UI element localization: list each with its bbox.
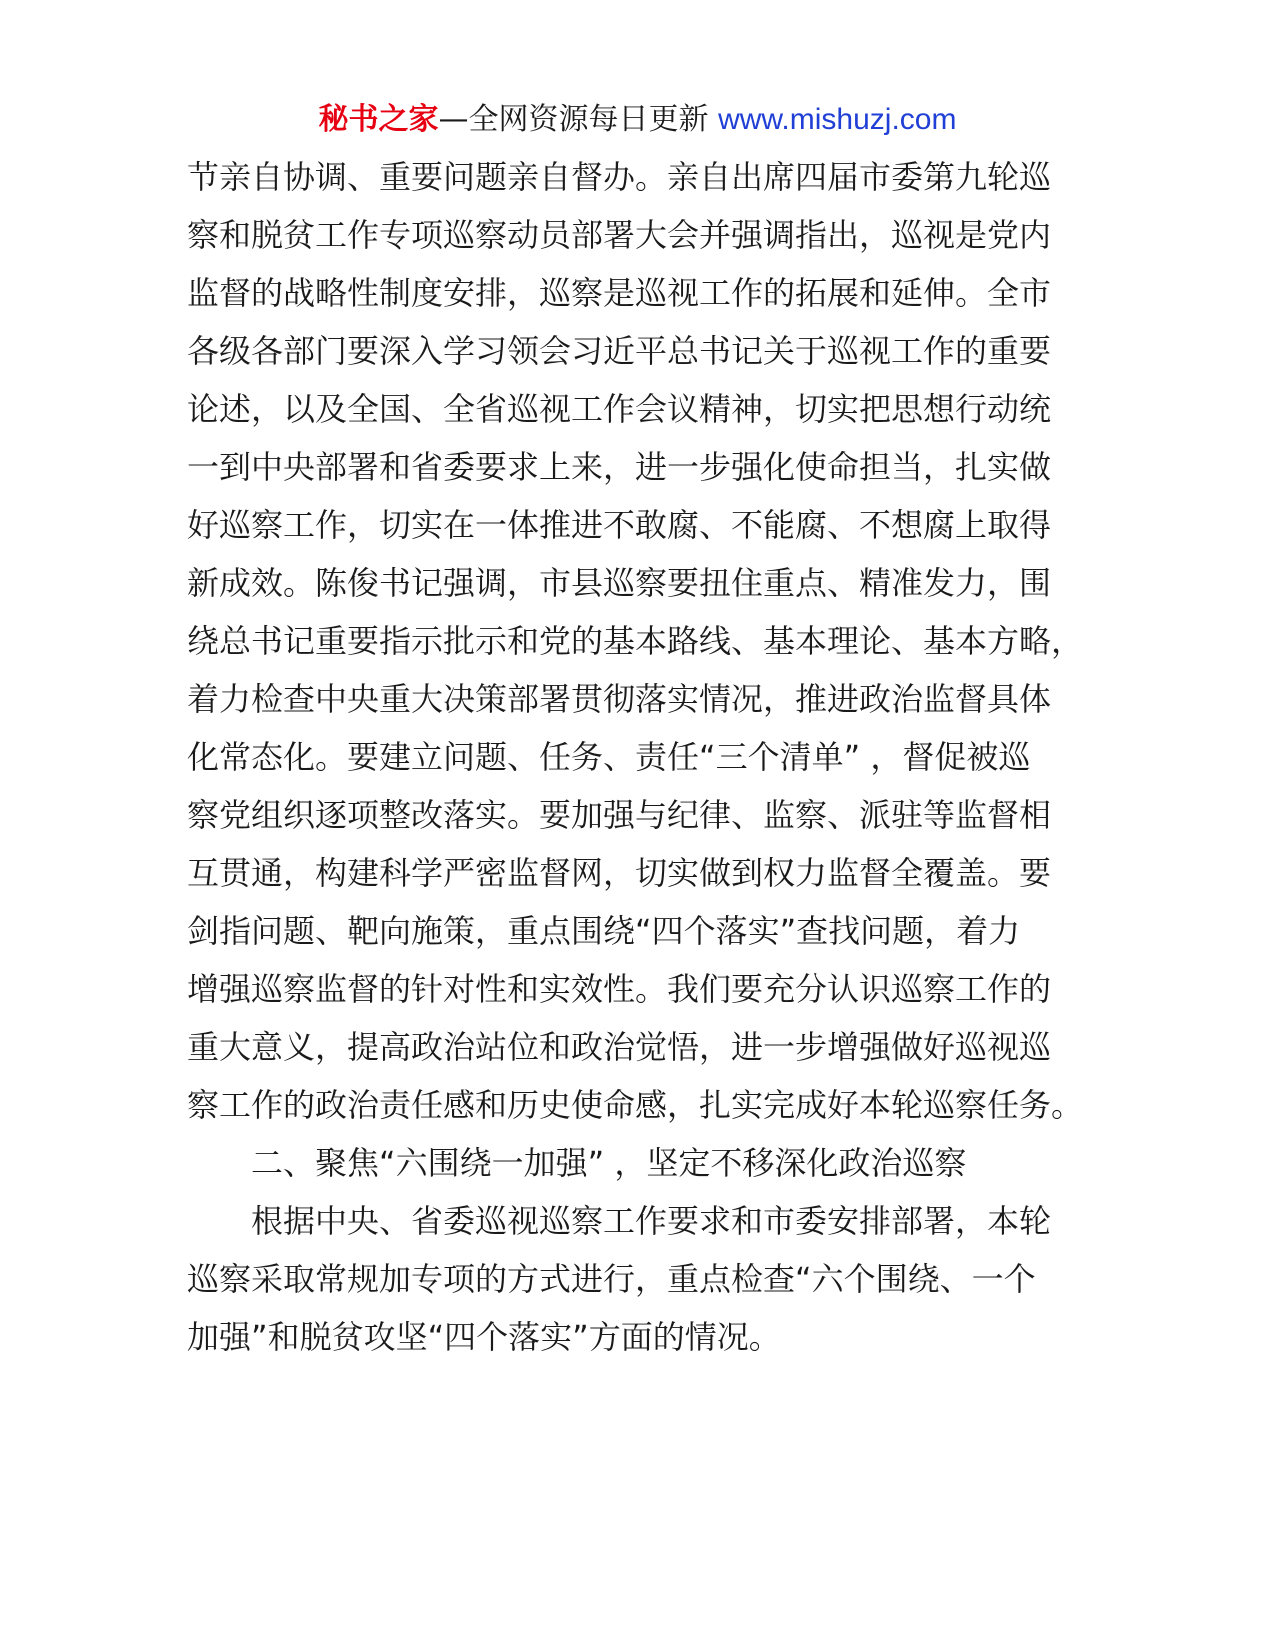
- text-line: 剑指问题、靶向施策，重点围绕“四个落实”查找问题，着力: [187, 912, 1021, 950]
- document-body: [187, 148, 1093, 1366]
- text-line: 加强”和脱贫攻坚“四个落实”方面的情况。: [187, 1318, 781, 1356]
- watermark-header: [0, 98, 1275, 142]
- text-line: 节亲自协调、重要问题亲自督办。亲自出席四届市委第九轮巡: [187, 158, 1052, 196]
- text-line: 好巡察工作，切实在一体推进不敢腐、不能腐、不想腐上取得: [187, 506, 1052, 544]
- brand-name: 秘书之家: [318, 102, 439, 137]
- paragraph-2: [187, 1192, 1093, 1366]
- text-line: 化常态化。要建立问题、任务、责任“三个清单” ，督促被巡: [187, 738, 1031, 776]
- section-heading: 二、聚焦“六围绕一加强” ，坚定不移深化政治巡察: [251, 1144, 967, 1182]
- text-line: 根据中央、省委巡视巡察工作要求和市委安排部署，本轮: [251, 1202, 1052, 1240]
- text-line: 互贯通，构建科学严密监督网，切实做到权力监督全覆盖。要: [187, 854, 1052, 892]
- text-line: 绕总书记重要指示批示和党的基本路线、基本理论、基本方略，: [187, 622, 1084, 660]
- text-line: 察工作的政治责任感和历史使命感，扎实完成好本轮巡察任务。: [187, 1086, 1084, 1124]
- text-line: 监督的战略性制度安排，巡察是巡视工作的拓展和延伸。全市: [187, 274, 1052, 312]
- text-line: 察和脱贫工作专项巡察动员部署大会并强调指出，巡视是党内: [187, 216, 1052, 254]
- paragraph-1: [187, 148, 1093, 1134]
- site-url: www.mishuzj.com: [718, 103, 957, 136]
- text-line: 一到中央部署和省委要求上来，进一步强化使命担当，扎实做: [187, 448, 1052, 486]
- text-line: 增强巡察监督的针对性和实效性。我们要充分认识巡察工作的: [187, 970, 1052, 1008]
- text-line: 着力检查中央重大决策部署贯彻落实情况，推进政治监督具体: [187, 680, 1052, 718]
- header-tagline: —全网资源每日更新: [438, 102, 719, 137]
- text-line: 重大意义，提高政治站位和政治觉悟，进一步增强做好巡视巡: [187, 1028, 1052, 1066]
- text-line: 察党组织逐项整改落实。要加强与纪律、监察、派驻等监督相: [187, 796, 1052, 834]
- text-line: 各级各部门要深入学习领会习近平总书记关于巡视工作的重要: [187, 332, 1052, 370]
- text-line: 新成效。陈俊书记强调，市县巡察要扭住重点、精准发力，围: [187, 564, 1052, 602]
- text-line: 巡察采取常规加专项的方式进行，重点检查“六个围绕、一个: [187, 1260, 1036, 1298]
- text-line: 论述，以及全国、全省巡视工作会议精神，切实把思想行动统: [187, 390, 1052, 428]
